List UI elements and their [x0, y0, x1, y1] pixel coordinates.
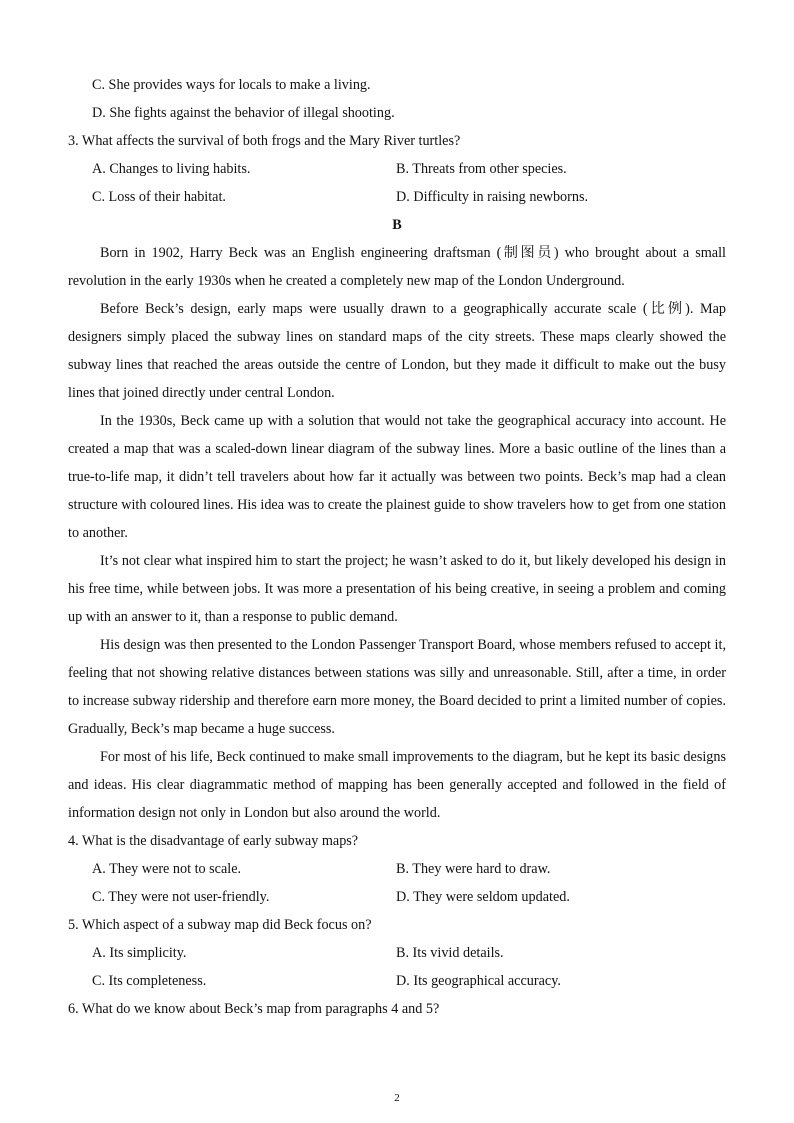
- q4-options-row2: [68, 883, 726, 911]
- q4-question: 4. What is the disadvantage of early subway maps?: [68, 833, 359, 849]
- q4-option-c: C. They were not user-friendly.: [92, 889, 270, 905]
- q5-options-row2: [68, 967, 726, 995]
- q3-question: 3. What affects the survival of both frogs and the Mary River turtles?: [68, 133, 461, 149]
- q6-question: 6. What do we know about Beck’s map from paragraphs 4 and 5?: [68, 1001, 440, 1017]
- exam-page: [68, 71, 726, 1023]
- q3-option-d: D. Difficulty in raising newborns.: [396, 189, 589, 205]
- q3-option-c: C. Loss of their habitat.: [92, 189, 226, 205]
- passage-paragraph-1: Born in 1902, Harry Beck was an English engineering draftsman (制图员) who brought about a small revolution in the early 1930s when he created a completely new map of the London Underground.: [68, 245, 726, 289]
- page-number: 2: [394, 1092, 400, 1104]
- passage-paragraph-2: Before Beck’s design, early maps were usually drawn to a geographically accurate scale (比例). Map designers simply placed the subway lines on standard maps of the city streets. These maps clearly showed the subway lines that reached the areas outside the centre of London, but they made it difficult to make out the busy lines that joined directly under central London.: [68, 301, 726, 401]
- q5-option-c: C. Its completeness.: [92, 973, 207, 989]
- q5-option-b: B. Its vivid details.: [396, 945, 504, 961]
- passage-paragraph-4: It’s not clear what inspired him to start the project; he wasn’t asked to do it, but likely developed his design in his free time, while between jobs. It was more a presentation of his being creative, in seeing a problem and coming up with an answer to it, than a response to public demand.: [68, 553, 726, 625]
- q3-option-b: B. Threats from other species.: [396, 161, 567, 177]
- passage-paragraph-3: In the 1930s, Beck came up with a solution that would not take the geographical accuracy into account. He created a map that was a scaled-down linear diagram of the subway lines. More a basic outline of the lines than a true-to-life map, it didn’t tell travelers about how far it actually was between two points. Beck’s map had a clean structure with coloured lines. His idea was to create the plainest guide to show travelers how to get from one station to another.: [68, 413, 726, 541]
- q3-option-a: A. Changes to living habits.: [92, 161, 251, 177]
- q3-options-row1: [68, 155, 726, 183]
- passage-paragraph-6: For most of his life, Beck continued to make small improvements to the diagram, but he kept its basic designs and ideas. His clear diagrammatic method of mapping has been generally accepted and followed in the field of information design not only in London but also around the world.: [68, 749, 726, 821]
- q5-options-row1: [68, 939, 726, 967]
- q2-option-d: D. She fights against the behavior of illegal shooting.: [92, 105, 395, 121]
- q4-option-d: D. They were seldom updated.: [396, 889, 570, 905]
- q3-options-row2: [68, 183, 726, 211]
- q4-option-a: A. They were not to scale.: [92, 861, 242, 877]
- q5-question: 5. Which aspect of a subway map did Beck focus on?: [68, 917, 372, 933]
- passage-paragraph-5: His design was then presented to the London Passenger Transport Board, whose members refused to accept it, feeling that not showing relative distances between stations was silly and unreasonable. Still, after a time, in order to increase subway ridership and therefore earn more money, the Board decided to print a limited number of copies. Gradually, Beck’s map became a huge success.: [68, 637, 726, 737]
- q2-option-c: C. She provides ways for locals to make a living.: [92, 77, 371, 93]
- q5-option-d: D. Its geographical accuracy.: [396, 973, 561, 989]
- q4-options-row1: [68, 855, 726, 883]
- q5-option-a: A. Its simplicity.: [92, 945, 187, 961]
- q4-option-b: B. They were hard to draw.: [396, 861, 551, 877]
- section-heading: B: [392, 217, 402, 233]
